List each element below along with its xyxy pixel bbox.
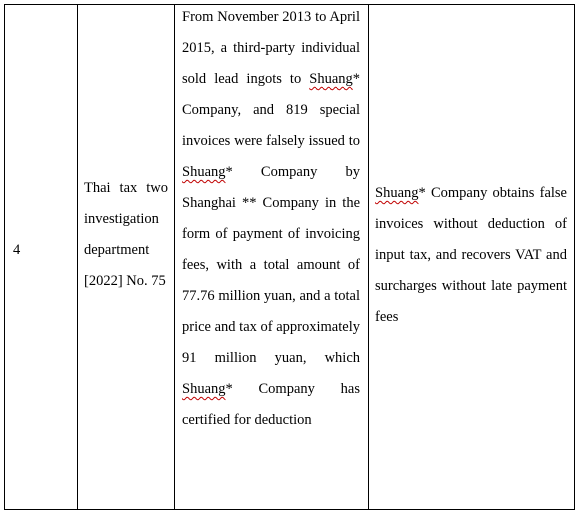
row-number-cell [13,235,53,266]
column-divider-1 [77,4,78,510]
handling-text [375,178,567,333]
table-left-border [4,4,5,510]
case-facts-cell [182,2,360,436]
case-facts-part: From November 2013 to April 2015, a third-party individual sold lead ingots to [182,9,360,87]
case-facts-part: * Company, and 819 special invoices were falsely issued to [182,71,360,149]
case-facts-part: * Company by Shanghai ** Company in the form of payment of invoicing fees, with a total amount of 77.76 million yuan, and a total price and tax of approximately 91 million yuan, which [182,164,360,366]
company-name-underlined: Shuang [182,381,226,397]
column-divider-3 [368,4,369,510]
department-cell [84,173,168,297]
company-name-underlined: Shuang [182,164,226,180]
company-name-underlined: Shuang [375,185,419,201]
case-facts-text [182,2,360,436]
table-bottom-border [4,509,574,510]
company-name-underlined: Shuang [309,71,353,87]
handling-cell [375,178,567,333]
row-number: 4 [13,242,21,258]
handling-part: * Company obtains false invoices without deduction of input tax, and recovers VAT and surcharges without late payment fees [375,185,567,325]
column-divider-2 [174,4,175,510]
table-right-border [574,4,575,510]
department-text: Thai tax two investigation department [2022] No. 75 [84,180,168,289]
case-facts-part: * Company has certified for deduction [182,381,360,428]
